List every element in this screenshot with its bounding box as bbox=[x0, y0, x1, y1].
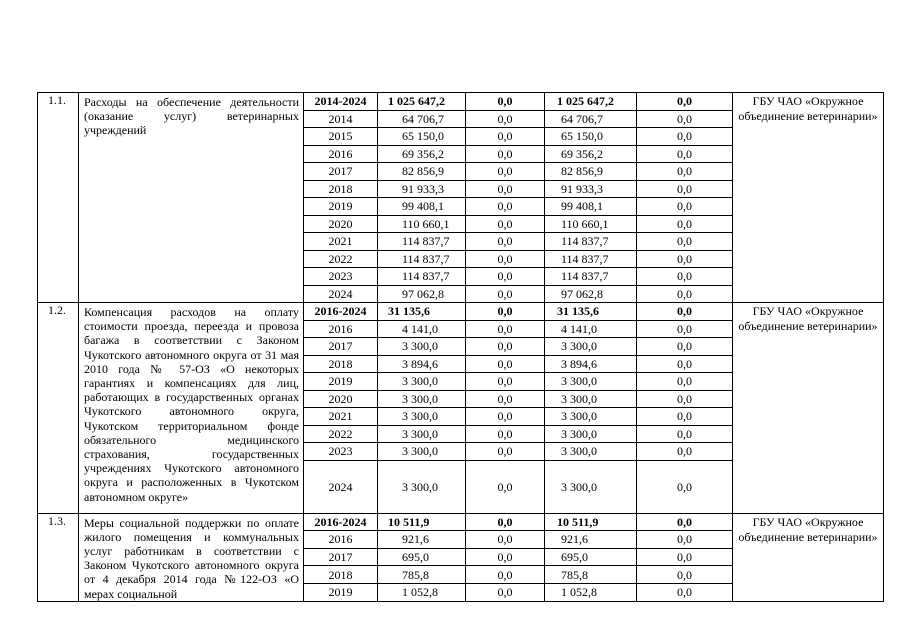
period-cell: 2016 bbox=[304, 531, 378, 549]
period-cell: 2024 bbox=[304, 285, 378, 303]
other-sources-cell: 0,0 bbox=[637, 303, 733, 321]
federal-budget-cell: 0,0 bbox=[466, 584, 545, 602]
total-amount-cell: 3 300,0 bbox=[378, 460, 466, 513]
period-cell: 2023 bbox=[304, 443, 378, 461]
federal-budget-cell: 0,0 bbox=[466, 338, 545, 356]
page-cut-border bbox=[37, 601, 884, 602]
total-amount-cell: 97 062,8 bbox=[378, 285, 466, 303]
district-budget-cell: 64 706,7 bbox=[545, 110, 637, 128]
executor-cell: ГБУ ЧАО «Окружное объединение ветеринарии» bbox=[733, 93, 884, 303]
federal-budget-cell: 0,0 bbox=[466, 443, 545, 461]
federal-budget-cell: 0,0 bbox=[466, 566, 545, 584]
other-sources-cell: 0,0 bbox=[637, 531, 733, 549]
federal-budget-cell: 0,0 bbox=[466, 460, 545, 513]
table-row bbox=[38, 93, 884, 111]
total-amount-cell: 3 894,6 bbox=[378, 355, 466, 373]
federal-budget-cell: 0,0 bbox=[466, 93, 545, 111]
other-sources-cell: 0,0 bbox=[637, 320, 733, 338]
period-cell: 2022 bbox=[304, 425, 378, 443]
period-cell: 2014 bbox=[304, 110, 378, 128]
district-budget-cell: 114 837,7 bbox=[545, 250, 637, 268]
period-cell: 2022 bbox=[304, 250, 378, 268]
total-amount-cell: 1 052,8 bbox=[378, 584, 466, 602]
total-amount-cell: 114 837,7 bbox=[378, 268, 466, 286]
district-budget-cell: 3 300,0 bbox=[545, 373, 637, 391]
federal-budget-cell: 0,0 bbox=[466, 548, 545, 566]
district-budget-cell: 99 408,1 bbox=[545, 198, 637, 216]
district-budget-cell: 65 150,0 bbox=[545, 128, 637, 146]
federal-budget-cell: 0,0 bbox=[466, 390, 545, 408]
period-cell: 2018 bbox=[304, 180, 378, 198]
total-amount-cell: 3 300,0 bbox=[378, 338, 466, 356]
total-amount-cell: 82 856,9 bbox=[378, 163, 466, 181]
federal-budget-cell: 0,0 bbox=[466, 233, 545, 251]
total-amount-cell: 65 150,0 bbox=[378, 128, 466, 146]
district-budget-cell: 97 062,8 bbox=[545, 285, 637, 303]
district-budget-cell: 114 837,7 bbox=[545, 233, 637, 251]
total-amount-cell: 10 511,9 bbox=[378, 513, 466, 531]
item-number: 1.3. bbox=[38, 513, 79, 601]
other-sources-cell: 0,0 bbox=[637, 110, 733, 128]
period-cell: 2020 bbox=[304, 390, 378, 408]
district-budget-cell: 91 933,3 bbox=[545, 180, 637, 198]
period-cell: 2021 bbox=[304, 233, 378, 251]
total-amount-cell: 695,0 bbox=[378, 548, 466, 566]
period-cell: 2016 bbox=[304, 320, 378, 338]
item-name: Меры социальной поддержки по оплате жилого помещения и коммунальных услуг работникам в соответствии с Законом Чукотского автономного округа от 4 декабря 2014 года №122-ОЗ «О мерах социальной bbox=[79, 513, 304, 601]
period-cell: 2020 bbox=[304, 215, 378, 233]
federal-budget-cell: 0,0 bbox=[466, 320, 545, 338]
total-amount-cell: 3 300,0 bbox=[378, 390, 466, 408]
program-funding-table bbox=[37, 92, 884, 602]
district-budget-cell: 3 300,0 bbox=[545, 390, 637, 408]
federal-budget-cell: 0,0 bbox=[466, 250, 545, 268]
other-sources-cell: 0,0 bbox=[637, 584, 733, 602]
item-number: 1.2. bbox=[38, 303, 79, 514]
federal-budget-cell: 0,0 bbox=[466, 198, 545, 216]
other-sources-cell: 0,0 bbox=[637, 163, 733, 181]
other-sources-cell: 0,0 bbox=[637, 338, 733, 356]
federal-budget-cell: 0,0 bbox=[466, 163, 545, 181]
total-amount-cell: 3 300,0 bbox=[378, 425, 466, 443]
federal-budget-cell: 0,0 bbox=[466, 425, 545, 443]
federal-budget-cell: 0,0 bbox=[466, 373, 545, 391]
district-budget-cell: 3 300,0 bbox=[545, 443, 637, 461]
federal-budget-cell: 0,0 bbox=[466, 355, 545, 373]
federal-budget-cell: 0,0 bbox=[466, 180, 545, 198]
federal-budget-cell: 0,0 bbox=[466, 513, 545, 531]
other-sources-cell: 0,0 bbox=[637, 408, 733, 426]
total-amount-cell: 114 837,7 bbox=[378, 250, 466, 268]
total-amount-cell: 921,6 bbox=[378, 531, 466, 549]
district-budget-cell: 3 894,6 bbox=[545, 355, 637, 373]
period-cell: 2016-2024 bbox=[304, 513, 378, 531]
district-budget-cell: 82 856,9 bbox=[545, 163, 637, 181]
other-sources-cell: 0,0 bbox=[637, 93, 733, 111]
period-cell: 2019 bbox=[304, 584, 378, 602]
other-sources-cell: 0,0 bbox=[637, 198, 733, 216]
total-amount-cell: 31 135,6 bbox=[378, 303, 466, 321]
other-sources-cell: 0,0 bbox=[637, 513, 733, 531]
federal-budget-cell: 0,0 bbox=[466, 215, 545, 233]
other-sources-cell: 0,0 bbox=[637, 268, 733, 286]
total-amount-cell: 1 025 647,2 bbox=[378, 93, 466, 111]
total-amount-cell: 110 660,1 bbox=[378, 215, 466, 233]
district-budget-cell: 31 135,6 bbox=[545, 303, 637, 321]
period-cell: 2016 bbox=[304, 145, 378, 163]
period-cell: 2021 bbox=[304, 408, 378, 426]
other-sources-cell: 0,0 bbox=[637, 215, 733, 233]
period-cell: 2023 bbox=[304, 268, 378, 286]
federal-budget-cell: 0,0 bbox=[466, 531, 545, 549]
other-sources-cell: 0,0 bbox=[637, 443, 733, 461]
period-cell: 2017 bbox=[304, 338, 378, 356]
other-sources-cell: 0,0 bbox=[637, 250, 733, 268]
period-cell: 2018 bbox=[304, 566, 378, 584]
other-sources-cell: 0,0 bbox=[637, 180, 733, 198]
period-cell: 2014-2024 bbox=[304, 93, 378, 111]
other-sources-cell: 0,0 bbox=[637, 460, 733, 513]
federal-budget-cell: 0,0 bbox=[466, 268, 545, 286]
period-cell: 2017 bbox=[304, 163, 378, 181]
period-cell: 2019 bbox=[304, 198, 378, 216]
total-amount-cell: 3 300,0 bbox=[378, 408, 466, 426]
district-budget-cell: 1 025 647,2 bbox=[545, 93, 637, 111]
total-amount-cell: 64 706,7 bbox=[378, 110, 466, 128]
item-name: Компенсация расходов на оплату стоимости проезда, переезда и провоза багажа в соответствии с Законом Чукотского автономного округа от 31 мая 2010 года № 57-ОЗ «О некоторых гарантиях и компенсациях для лиц, работающих в государственных органах Чукотского автономного округа, Чукотском территориальном фонде обязательного медицинского страхования, государственных учреждениях Чукотского автономного округа и расположенных в Чукотском автономном округе» bbox=[79, 303, 304, 514]
total-amount-cell: 69 356,2 bbox=[378, 145, 466, 163]
period-cell: 2017 bbox=[304, 548, 378, 566]
district-budget-cell: 3 300,0 bbox=[545, 460, 637, 513]
district-budget-cell: 3 300,0 bbox=[545, 408, 637, 426]
other-sources-cell: 0,0 bbox=[637, 355, 733, 373]
total-amount-cell: 785,8 bbox=[378, 566, 466, 584]
period-cell: 2016-2024 bbox=[304, 303, 378, 321]
period-cell: 2018 bbox=[304, 355, 378, 373]
other-sources-cell: 0,0 bbox=[637, 128, 733, 146]
other-sources-cell: 0,0 bbox=[637, 390, 733, 408]
table-body bbox=[38, 93, 884, 602]
federal-budget-cell: 0,0 bbox=[466, 285, 545, 303]
other-sources-cell: 0,0 bbox=[637, 548, 733, 566]
district-budget-cell: 4 141,0 bbox=[545, 320, 637, 338]
total-amount-cell: 114 837,7 bbox=[378, 233, 466, 251]
period-cell: 2024 bbox=[304, 460, 378, 513]
district-budget-cell: 921,6 bbox=[545, 531, 637, 549]
district-budget-cell: 110 660,1 bbox=[545, 215, 637, 233]
table-row bbox=[38, 303, 884, 321]
federal-budget-cell: 0,0 bbox=[466, 303, 545, 321]
district-budget-cell: 695,0 bbox=[545, 548, 637, 566]
total-amount-cell: 3 300,0 bbox=[378, 443, 466, 461]
total-amount-cell: 91 933,3 bbox=[378, 180, 466, 198]
other-sources-cell: 0,0 bbox=[637, 425, 733, 443]
district-budget-cell: 69 356,2 bbox=[545, 145, 637, 163]
other-sources-cell: 0,0 bbox=[637, 285, 733, 303]
district-budget-cell: 1 052,8 bbox=[545, 584, 637, 602]
federal-budget-cell: 0,0 bbox=[466, 128, 545, 146]
other-sources-cell: 0,0 bbox=[637, 566, 733, 584]
federal-budget-cell: 0,0 bbox=[466, 110, 545, 128]
other-sources-cell: 0,0 bbox=[637, 233, 733, 251]
district-budget-cell: 785,8 bbox=[545, 566, 637, 584]
district-budget-cell: 3 300,0 bbox=[545, 425, 637, 443]
item-number: 1.1. bbox=[38, 93, 79, 303]
executor-cell: ГБУ ЧАО «Окружное объединение ветеринарии» bbox=[733, 513, 884, 601]
district-budget-cell: 114 837,7 bbox=[545, 268, 637, 286]
district-budget-cell: 10 511,9 bbox=[545, 513, 637, 531]
period-cell: 2015 bbox=[304, 128, 378, 146]
federal-budget-cell: 0,0 bbox=[466, 408, 545, 426]
total-amount-cell: 3 300,0 bbox=[378, 373, 466, 391]
period-cell: 2019 bbox=[304, 373, 378, 391]
other-sources-cell: 0,0 bbox=[637, 145, 733, 163]
federal-budget-cell: 0,0 bbox=[466, 145, 545, 163]
total-amount-cell: 4 141,0 bbox=[378, 320, 466, 338]
total-amount-cell: 99 408,1 bbox=[378, 198, 466, 216]
district-budget-cell: 3 300,0 bbox=[545, 338, 637, 356]
executor-cell: ГБУ ЧАО «Окружное объединение ветеринарии» bbox=[733, 303, 884, 514]
other-sources-cell: 0,0 bbox=[637, 373, 733, 391]
item-name: Расходы на обеспечение деятельности (оказание услуг) ветеринарных учреждений bbox=[79, 93, 304, 303]
table-row bbox=[38, 513, 884, 531]
